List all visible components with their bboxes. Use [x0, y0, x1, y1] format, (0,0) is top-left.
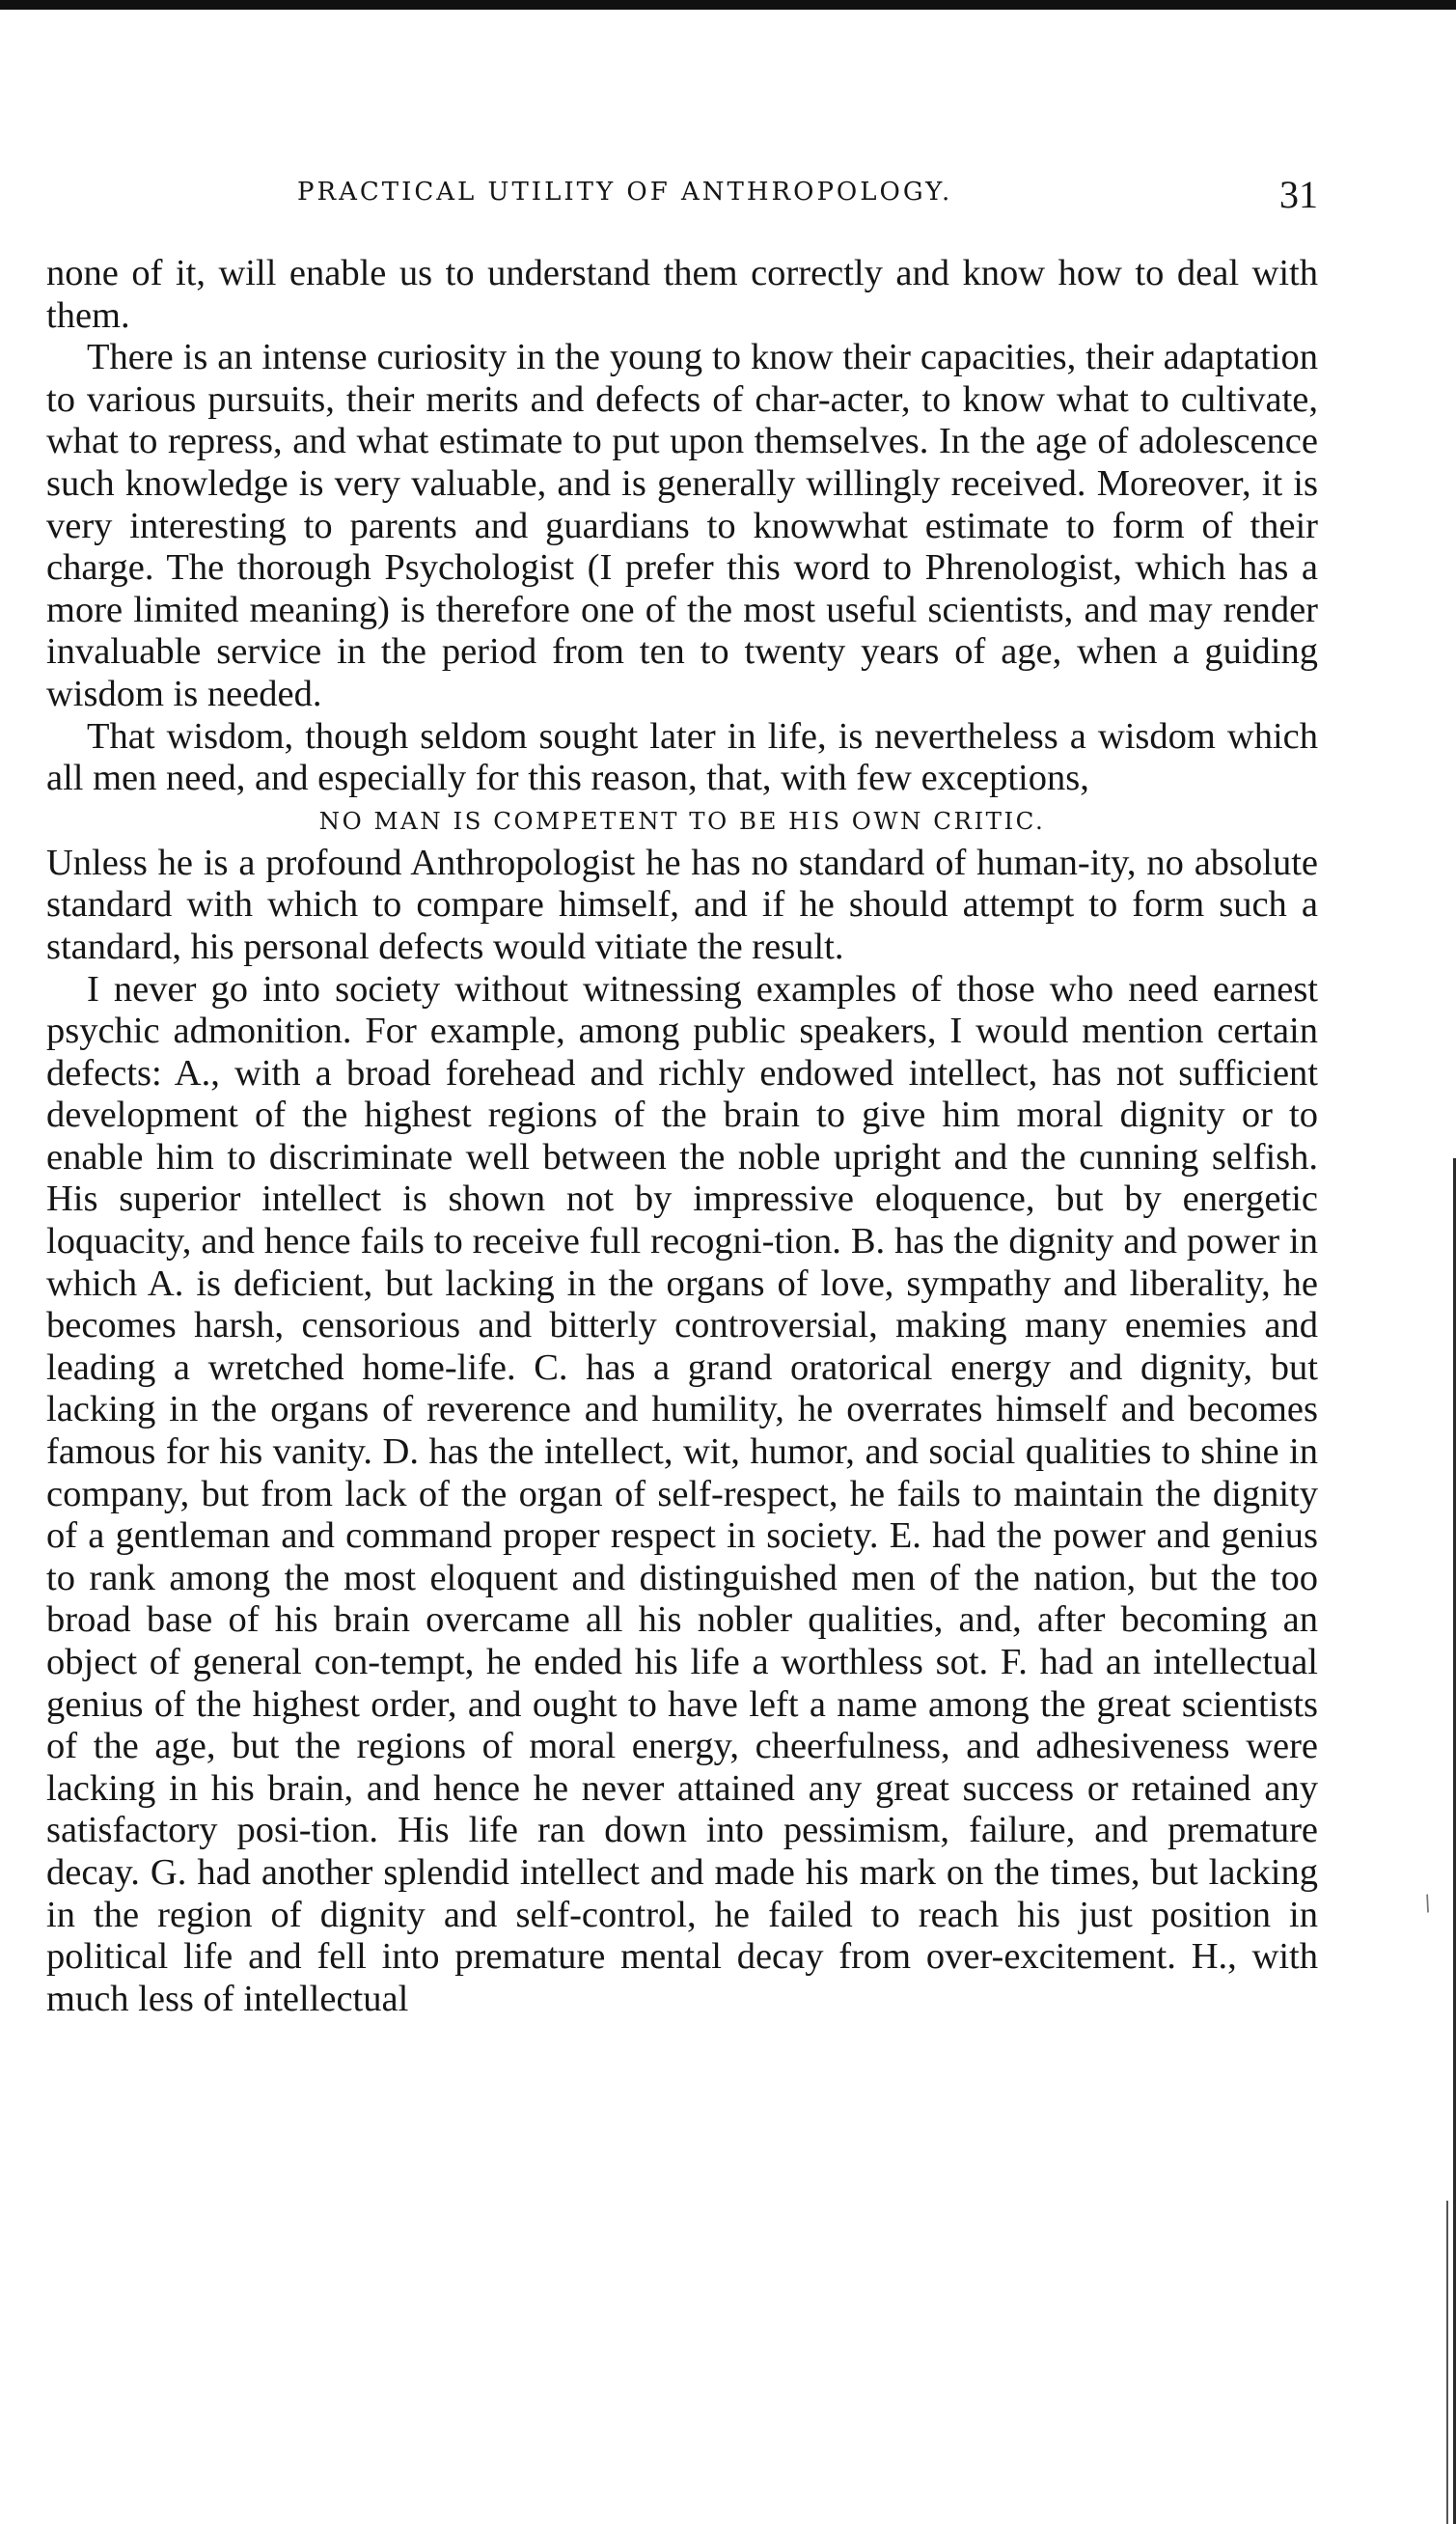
paragraph-wisdom: That wisdom, though seldom sought later in life, is nevertheless a wisdom which all men need, and especially for this reason, that, with few exceptions, [46, 715, 1318, 799]
paragraph-continued: none of it, will enable us to understand them correctly and know how to deal with them. [46, 253, 1318, 336]
stray-pencil-mark: / [1419, 1891, 1436, 1917]
section-heading: NO MAN IS COMPETENT TO BE HIS OWN CRITIC. [318, 806, 1046, 835]
page-edge-line [1446, 2201, 1448, 2524]
running-header [46, 172, 1318, 218]
paragraph-examples: I never go into society without witnessing examples of those who need earnest psychic admonition. For example, among public speakers, I would mention certain defects: A., with a broad forehead and richly endowed intellect, has not sufficient development of the highest regions of the brain to give him moral dignity or to enable him to discriminate well between the noble upright and the cunning selfish. His superior intellect is shown not by impressive eloquence, but by energetic loquacity, and hence fails to receive full recogni-tion. B. has the dignity and power in which A. is deficient, but lacking in the organs of love, sympathy and liberality, he becomes harsh, censorious and bitterly controversial, making many enemies and leading a wretched home-life. C. has a grand oratorical energy and dignity, but lacking in the organs of reverence and humility, he overrates himself and becomes famous for his vanity. D. has the intellect, wit, humor, and social qualities to shine in company, but from lack of the organ of self-respect, he fails to maintain the dignity of a gentleman and command proper respect in society. E. had the power and genius to rank among the most eloquent and distinguished men of the nation, but the too broad base of his brain overcame all his nobler qualities, and, after becoming an object of general con-tempt, he ended his life a worthless sot. F. had an intellectual genius of the highest order, and ought to have left a name among the great scientists of the age, but the regions of moral energy, cheerfulness, and adhesiveness were lacking in his brain, and hence he never attained any great success or retained any satisfactory posi-tion. His life ran down into pessimism, failure, and premature decay. G. had another splendid intellect and made his mark on the times, but lacking in the region of dignity and self-control, he failed to reach his just position in political life and fell into premature mental decay from over-excitement. H., with much less of intellectual [46, 968, 1318, 2019]
paragraph-curiosity: There is an intense curiosity in the young to know their capacities, their adaptation to various pursuits, their merits and defects of char-acter, to know what to cultivate, what to repress, and what estimate to put upon themselves. In the age of adolescence such knowledge is very valuable, and is generally willingly received. Moreover, it is very interesting to parents and guardians to knowwhat estimate to form of their charge. The thorough Psychologist (I prefer this word to Phrenologist, which has a more limited meaning) is therefore one of the most useful scientists, and may render invaluable service in the period from ten to twenty years of age, when a guiding wisdom is needed. [46, 337, 1318, 714]
page-number: 31 [1279, 173, 1318, 216]
paragraph-standard: Unless he is a profound Anthropologist he has no standard of human-ity, no absolute standard with which to compare himself, and if he should attempt to form such a standard, his personal defects would vitiate the result. [46, 842, 1318, 967]
top-border-rule [0, 0, 1456, 10]
running-title: PRACTICAL UTILITY OF ANTHROPOLOGY. [297, 178, 953, 207]
page-body [46, 253, 1318, 2020]
